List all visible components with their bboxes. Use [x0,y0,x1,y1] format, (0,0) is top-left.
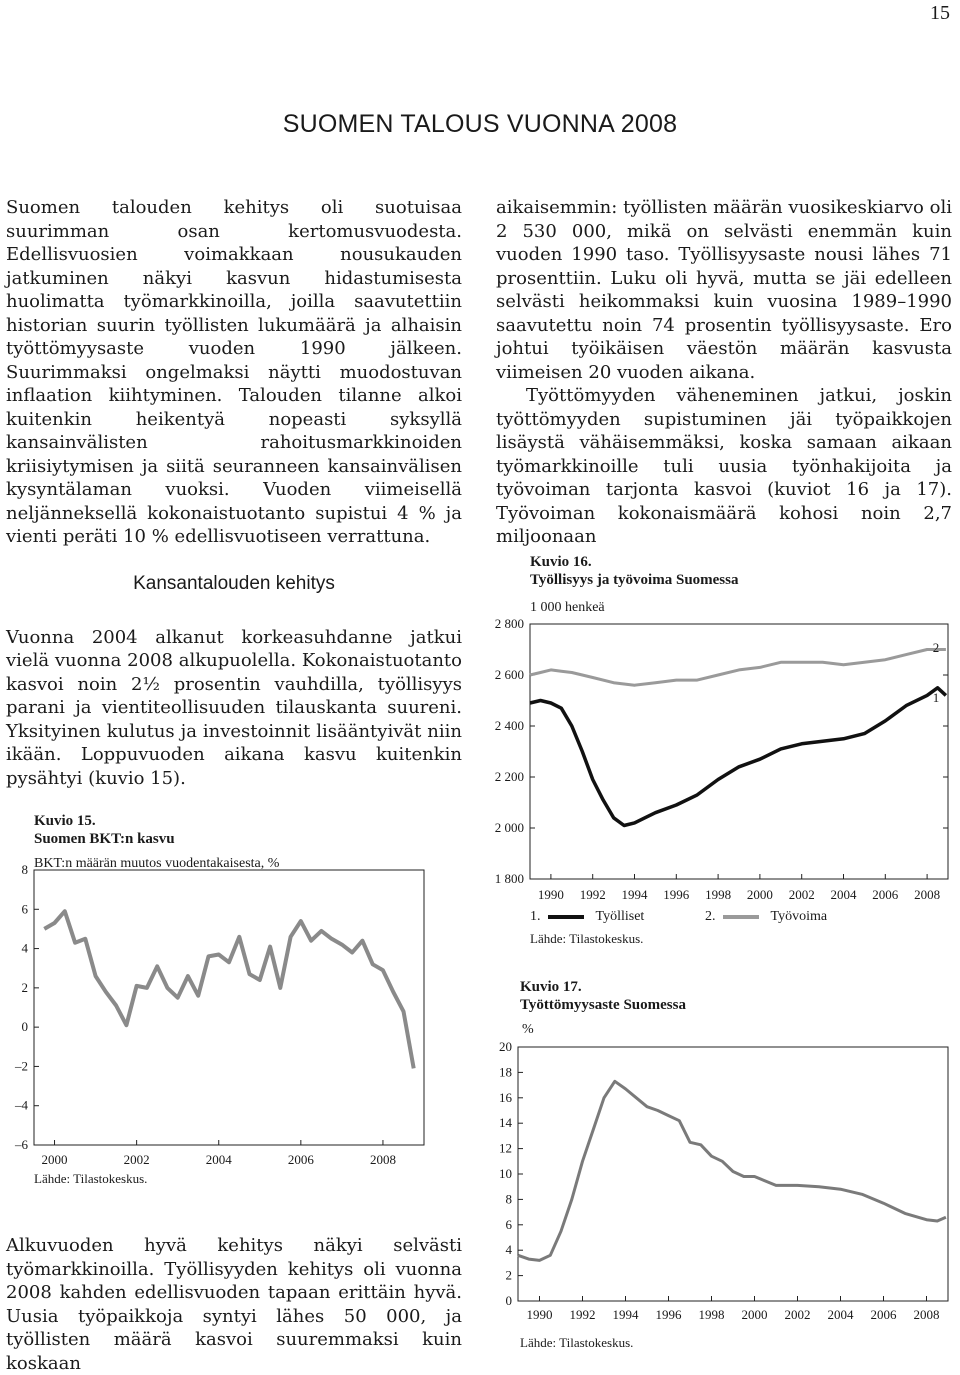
figure-17-header [520,978,686,1014]
bottom-paragraph: Alkuvuoden hyvä kehitys näkyi selvästi työmarkkinoilla. Työllisyyden kehitys oli vuonna 2008 kahden edellisvuoden tapaan erittäin hyvä. Uusia työpaikkoja syntyi lähes 50 000, ja työllisten määrä kasvoi suuremmaksi kuin koskaan [6,1235,462,1374]
x-tick-label: 1994 [621,887,648,902]
figure-15-header [34,812,279,872]
plot-frame [34,870,424,1145]
y-tick-label: 20 [499,1039,512,1054]
y-tick-label: 2 [505,1267,512,1283]
figure-16-label: Kuvio 16. [530,554,592,570]
y-tick-label: 0 [505,1293,512,1308]
figure-16-title: Työllisyys ja työvoima Suomessa [530,572,739,588]
x-tick-label: 1996 [655,1307,682,1322]
y-tick-label: 2 800 [494,616,524,631]
figure-15-label: Kuvio 15. [34,813,96,829]
right-paragraph-1: aikaisemmin: työllisten määrän vuosikeskiarvo oli 2 530 000, mikä on selvästi enemmän kuin vuoden 1990 taso. Työllisyysaste nousi lähes 71 prosenttiin. Luku oli hyvä, mutta se jäi edelleen selvästi heikommaksi kuin vuosina 1989–1990 saavutettu noin 74 prosentin työllisyysaste. Ero johtui työikäisen väestön määrän kasvusta viimeisen 20 vuoden aikana. [496,197,952,383]
figure-16-legend [530,909,827,925]
legend-2-number: 2. [705,909,716,924]
y-tick-label: –6 [15,1137,28,1152]
x-tick-label: 2002 [123,1152,150,1167]
x-tick-label: 1994 [612,1307,639,1322]
x-tick-label: 1998 [705,887,732,902]
x-tick-label: 2004 [830,887,857,902]
plot-frame [530,624,948,879]
y-tick-label: 4 [505,1242,512,1258]
figure-16-source: Lähde: Tilastokeskus. [530,931,644,946]
x-tick-label: 1992 [579,887,606,902]
y-tick-label: 16 [499,1089,512,1105]
x-tick-label: 2004 [827,1307,854,1322]
y-tick-label: 10 [499,1166,512,1181]
x-tick-label: 2006 [870,1307,897,1322]
y-tick-label: 14 [499,1115,512,1131]
y-tick-label: 2 600 [494,667,524,682]
section-kansantalous [6,572,462,790]
series-line-0 [44,911,413,1068]
x-tick-label: 1996 [663,887,690,902]
section-heading: Kansantalouden kehitys [133,573,335,594]
x-tick-label: 2008 [914,887,941,902]
x-tick-label: 1998 [698,1307,725,1322]
x-tick-label: 2002 [788,887,815,902]
y-tick-label: 1 800 [494,871,524,886]
y-tick-label: 2 200 [494,769,524,784]
y-tick-label: 2 400 [494,718,524,733]
x-tick-label: 2008 [913,1307,940,1322]
legend-1-label: Työlliset [595,909,645,924]
y-tick-label: 6 [505,1216,512,1232]
legend-2-label: Työvoima [770,909,828,924]
figure-16-unit: 1 000 henkeä [530,600,605,615]
x-tick-label: 1990 [526,1307,553,1322]
intro-paragraph-column [6,196,462,549]
x-tick-label: 2004 [205,1152,232,1167]
series-line-työvoima [530,650,946,686]
y-tick-label: 18 [499,1064,512,1080]
legend-1-number: 1. [530,909,541,924]
y-tick-label: 8 [505,1191,512,1207]
figure-15-title: Suomen BKT:n kasvu [34,831,175,847]
figure-16-header [530,553,738,589]
figure-17-unit: % [522,1022,534,1037]
figure-17-label: Kuvio 17. [520,979,582,995]
y-tick-label: –2 [15,1058,28,1074]
x-tick-label: 2000 [741,1307,768,1322]
x-tick-label: 2008 [369,1152,396,1167]
page-number: 15 [930,2,950,24]
y-tick-label: 4 [21,940,28,956]
x-tick-label: 1992 [569,1307,596,1322]
right-column-text [496,196,952,549]
plot-frame [518,1047,948,1301]
figure-17-chart [470,1035,960,1335]
series-line-0 [518,1081,946,1260]
y-tick-label: –4 [15,1097,28,1113]
y-tick-label: 12 [499,1140,512,1156]
x-tick-label: 2002 [784,1307,811,1322]
x-tick-label: 2006 [287,1152,314,1167]
series-label-tyolliset: 1 [932,690,940,705]
page-title: SUOMEN TALOUS VUONNA 2008 [282,110,678,138]
y-tick-label: 2 000 [494,820,524,835]
y-tick-label: 8 [21,862,28,877]
legend-1-swatch [548,915,584,919]
bottom-left-column [6,1234,462,1375]
x-tick-label: 1990 [537,887,564,902]
legend-2-swatch [723,915,759,919]
figure-17-source: Lähde: Tilastokeskus. [520,1335,634,1350]
x-tick-label: 2000 [41,1152,68,1167]
y-tick-label: 2 [21,979,28,995]
figure-15-source: Lähde: Tilastokeskus. [34,1171,148,1186]
intro-paragraph: Suomen talouden kehitys oli suotuisaa suurimman osan kertomusvuodesta. Edellisvuosien voimakkaan nousukauden jatkuminen näkyi kasvun hidastumisesta huolimatta työmarkkinoilla, joilla saavutettiin historian suurin työllisten lukumäärä ja alhaisin työttömyysaste vuoden 1990 jälkeen. Suurimmaksi ongelmaksi näytti muodostuvan inflaation kiihtyminen. Talouden tilanne alkoi kuitenkin heikentyä nopeasti syksyllä kansainvälisten rahoitusmarkkinoiden kriisiytymisen ja siitä seuranneen kansainvälisen kysyntälaman vuoksi. Vuoden viimeisellä neljänneksellä kokonaistuotanto supistui 4 % ja vienti peräti 10 % edellisvuotiseen verrattuna. [6,197,462,547]
series-label-tyovoima: 2 [932,640,940,655]
figure-16-chart [470,612,960,910]
x-tick-label: 2000 [746,887,773,902]
x-tick-label: 2006 [872,887,899,902]
figure-15-unit: BKT:n määrän muutos vuodentakaisesta, % [34,856,280,871]
y-tick-label: 0 [21,1019,28,1035]
figure-17-title: Työttömyysaste Suomessa [520,997,686,1013]
section-paragraph: Vuonna 2004 alkanut korkeasuhdanne jatkui vielä vuonna 2008 alkupuolella. Kokonaistuotanto kasvoi noin 2½ prosentin vauhdilla, työllisyys parani ja vientiteollisuuden tilauskanta suureni. Yksityinen kulutus ja investoinnit lisääntyivät niin ikään. Loppuvuoden aikana kasvu kuitenkin pysähtyi (kuvio 15). [6,626,462,789]
y-tick-label: 6 [21,901,28,917]
right-paragraph-2: Työttömyyden väheneminen jatkui, joskin työttömyyden supistuminen jäi työpaikkojen lisäystä vähäisemmäksi, koska samaan aikaan työmarkkinoille tuli uusia työnhakijoita ja työvoiman tarjonta kasvoi (kuviot 16 ja 17). Työvoiman kokonaismäärä kohosi noin 2,7 miljoonaan [496,385,952,547]
series-line-työlliset [530,688,946,826]
